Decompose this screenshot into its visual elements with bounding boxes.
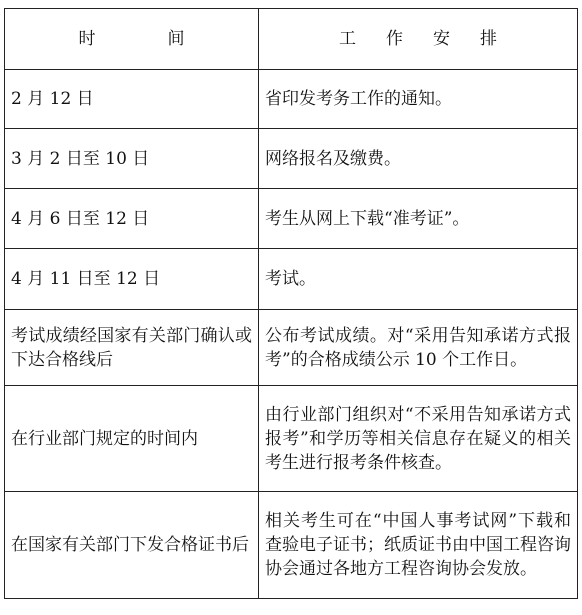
header-time: 时间	[5, 9, 259, 70]
work-cell: 省印发考务工作的通知。	[259, 70, 578, 129]
table-row	[5, 386, 578, 492]
time-cell: 4 月 11 日至 12 日	[5, 249, 259, 310]
time-cell: 4 月 6 日至 12 日	[5, 189, 259, 249]
work-cell: 相关考生可在“中国人事考试网”下载和查验电子证书；纸质证书由中国工程咨询协会通过各地方工程咨询协会发放。	[259, 492, 578, 599]
time-cell: 3 月 2 日至 10 日	[5, 129, 259, 189]
table-header	[5, 9, 578, 70]
table-row	[5, 492, 578, 599]
work-cell: 考试。	[259, 249, 578, 310]
work-cell: 考生从网上下载“准考证”。	[259, 189, 578, 249]
work-cell: 网络报名及缴费。	[259, 129, 578, 189]
header-row	[5, 9, 578, 70]
table-row	[5, 189, 578, 249]
schedule-table	[4, 8, 578, 599]
work-cell: 公布考试成绩。对“采用告知承诺方式报考”的合格成绩公示 10 个工作日。	[259, 310, 578, 386]
time-cell: 考试成绩经国家有关部门确认或下达合格线后	[5, 310, 259, 386]
time-cell: 在国家有关部门下发合格证书后	[5, 492, 259, 599]
table-row	[5, 249, 578, 310]
work-cell: 由行业部门组织对“不采用告知承诺方式报考”和学历等相关信息存在疑义的相关考生进行报考条件核查。	[259, 386, 578, 492]
table-row	[5, 70, 578, 129]
time-cell: 在行业部门规定的时间内	[5, 386, 259, 492]
header-work-arrangement: 工作安排	[259, 9, 578, 70]
table-body	[5, 70, 578, 599]
table-row	[5, 129, 578, 189]
table-row	[5, 310, 578, 386]
time-cell: 2 月 12 日	[5, 70, 259, 129]
